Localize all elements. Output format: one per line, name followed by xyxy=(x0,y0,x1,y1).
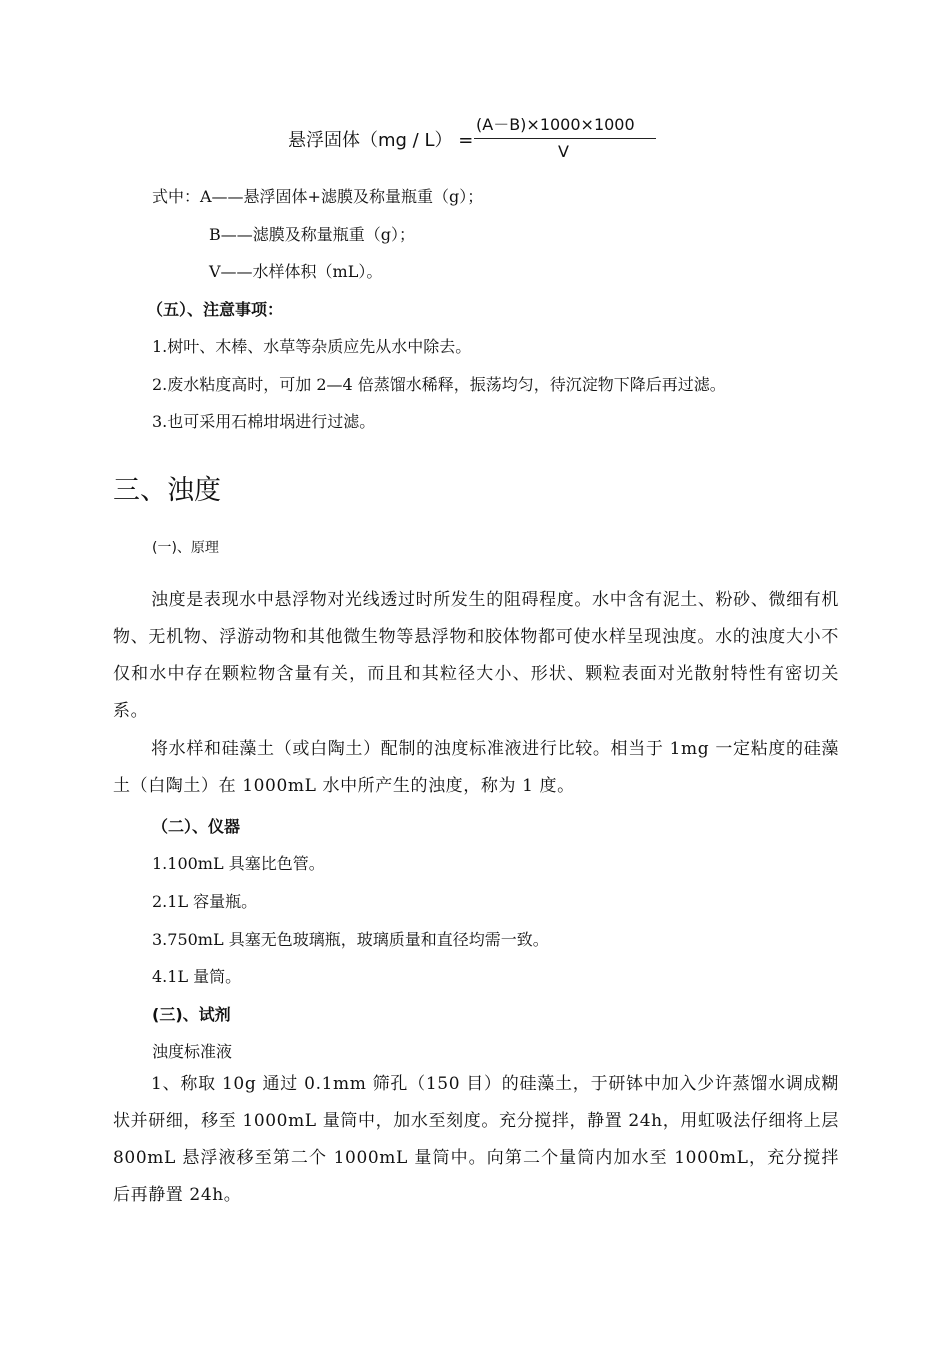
instrument-item-1: 1.100mL 具塞比色管。 xyxy=(152,854,325,873)
formula-fraction-bar xyxy=(474,138,656,139)
note-item-2: 2.废水粘度高时，可加 2—4 倍蒸馏水稀释，振荡均匀，待沉淀物下降后再过滤。 xyxy=(152,375,726,394)
instrument-item-3: 3.750mL 具塞无色玻璃瓶，玻璃质量和直径均需一致。 xyxy=(152,930,549,949)
notes-heading: （五）、注意事项： xyxy=(147,300,284,319)
formula-numerator: (A－B)×1000×1000 xyxy=(476,115,635,134)
instruments-heading: （二）、仪器 xyxy=(152,817,241,836)
section-title: 三、浊度 xyxy=(113,475,221,506)
instrument-item-4: 4.1L 量筒。 xyxy=(152,967,242,986)
principle-paragraph-1: 浊度是表现水中悬浮物对光线透过时所发生的阻碍程度。水中含有泥土、粉砂、微细有机物、无机物、浮游动物和其他微生物等悬浮物和胶体物都可使水样呈现浊度。水的浊度大小不仅和水中存在颗粒物含量有关，而且和其粒径大小、形状、颗粒表面对光散射特性有密切关系。 xyxy=(113,590,839,721)
principle-heading: (一)、原理 xyxy=(152,540,219,556)
legend-b: B——滤膜及称量瓶重（g）； xyxy=(209,225,416,244)
reagents-heading: (三)、试剂 xyxy=(152,1005,231,1024)
legend-a: 式中：A——悬浮固体+滤膜及称量瓶重（g）； xyxy=(152,187,484,206)
suspended-solids-formula xyxy=(288,108,668,164)
formula-denominator: V xyxy=(558,142,569,161)
instrument-item-2: 2.1L 容量瓶。 xyxy=(152,892,258,911)
note-item-3: 3.也可采用石棉坩埚进行过滤。 xyxy=(152,412,376,431)
reagent-name: 浊度标准液 xyxy=(152,1042,233,1061)
legend-v: V——水样体积（mL）。 xyxy=(209,262,383,281)
principle-paragraph-2: 将水样和硅藻土（或白陶土）配制的浊度标准液进行比较。相当于 1mg 一定粘度的硅藻土（白陶土）在 1000mL 水中所产生的浊度，称为 1 度。 xyxy=(113,739,839,796)
formula-lhs: 悬浮固体（mg / L） = xyxy=(288,130,474,151)
note-item-1: 1.树叶、木棒、水草等杂质应先从水中除去。 xyxy=(152,337,472,356)
reagent-step-1: 1、称取 10g 通过 0.1mm 筛孔（150 目）的硅藻土，于研钵中加入少许蒸馏水调成糊状并研细，移至 1000mL 量筒中，加水至刻度。充分搅拌，静置 24h，用虹吸法仔细将上层 800mL 悬浮液移至第二个 1000mL 量筒中。向第二个量筒内加水至 1000mL，充分搅拌后再静置 24h。 xyxy=(113,1074,839,1205)
